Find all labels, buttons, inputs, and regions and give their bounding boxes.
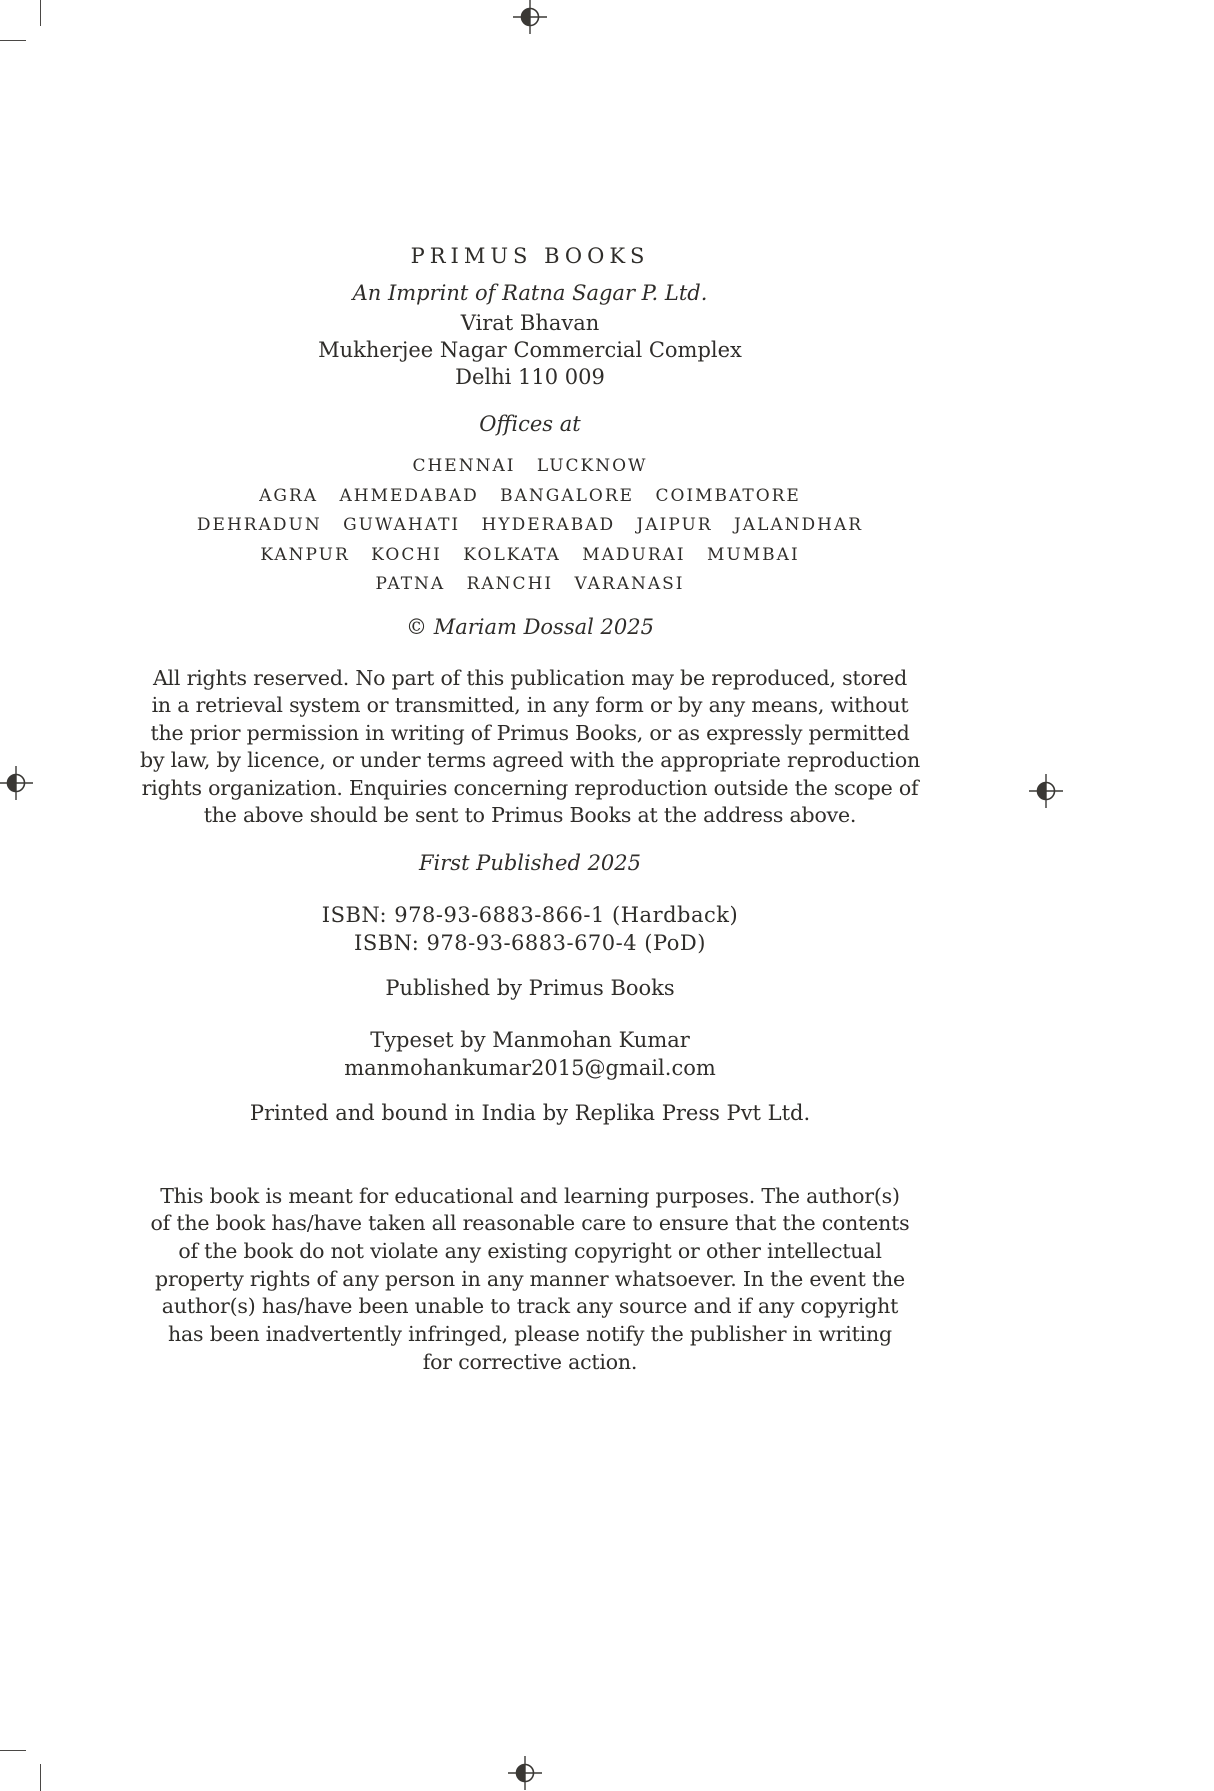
copyright-line: © Mariam Dossal 2025 [406, 614, 654, 639]
imprint-line: An Imprint of Ratna Sagar P. Ltd. [352, 281, 708, 305]
rights-line: the prior permission in writing of Primus Books, or as expressly permitted [150, 720, 910, 745]
offices-line: AGRA AHMEDABAD BANGALORE COIMBATORE [259, 485, 801, 506]
offices-list [140, 452, 920, 600]
registration-mark-icon [508, 1756, 542, 1790]
registration-mark-icon [0, 766, 33, 800]
publisher-address [140, 310, 920, 391]
disclaimer-line: property rights of any person in any manner whatsoever. In the event the [155, 1266, 905, 1291]
rights-line: rights organization. Enquiries concerning reproduction outside the scope of [141, 775, 919, 800]
imprint-content [140, 0, 920, 1376]
disclaimer-line: of the book has/have taken all reasonable care to ensure that the contents [150, 1211, 910, 1236]
isbn-hardback: ISBN: 978-93-6883-866-1 (Hardback) [321, 902, 739, 927]
printed-line: Printed and bound in India by Replika Press Pvt Ltd. [249, 1100, 811, 1125]
first-published-line: First Published 2025 [418, 850, 642, 875]
isbn-pod: ISBN: 978-93-6883-670-4 (PoD) [354, 930, 706, 955]
crop-mark [0, 1750, 26, 1751]
publisher-name: PRIMUS BOOKS [410, 244, 650, 268]
typeset-email: manmohankumar2015@gmail.com [344, 1055, 716, 1080]
disclaimer-line: of the book do not violate any existing copyright or other intellectual [178, 1238, 882, 1263]
crop-mark [40, 1764, 41, 1791]
address-line: Delhi 110 009 [455, 365, 605, 389]
address-line: Mukherjee Nagar Commercial Complex [318, 338, 742, 362]
typeset-by-line: Typeset by Manmohan Kumar [370, 1027, 690, 1052]
rights-line: All rights reserved. No part of this publication may be reproduced, stored [152, 665, 908, 690]
crop-mark [0, 40, 26, 41]
rights-line: the above should be sent to Primus Books at the address above. [203, 803, 857, 827]
registration-mark-icon [1029, 774, 1063, 808]
typeset-block [140, 1026, 920, 1082]
rights-line: in a retrieval system or transmitted, in any form or by any means, without [151, 693, 909, 717]
offices-line: KANPUR KOCHI KOLKATA MADURAI MUMBAI [260, 544, 800, 565]
offices-line: CHENNAI LUCKNOW [412, 456, 648, 476]
disclaimer-line: for corrective action. [422, 1349, 638, 1374]
disclaimer-line: This book is meant for educational and learning purposes. The author(s) [160, 1183, 900, 1208]
disclaimer-paragraph [140, 1183, 920, 1377]
rights-line: by law, by licence, or under terms agreed with the appropriate reproduction [140, 748, 920, 772]
published-by-line: Published by Primus Books [385, 975, 675, 1000]
offices-line: DEHRADUN GUWAHATI HYDERABAD JAIPUR JALANDHAR [196, 515, 864, 535]
offices-line: PATNA RANCHI VARANASI [375, 574, 685, 594]
disclaimer-line: author(s) has/have been unable to track any source and if any copyright [161, 1294, 899, 1319]
address-line: Virat Bhavan [460, 311, 600, 335]
rights-paragraph [140, 665, 920, 830]
isbn-block [140, 901, 920, 957]
disclaimer-line: has been inadvertently infringed, please notify the publisher in writing [168, 1322, 892, 1347]
crop-mark [40, 0, 41, 26]
offices-heading: Offices at [479, 412, 581, 436]
